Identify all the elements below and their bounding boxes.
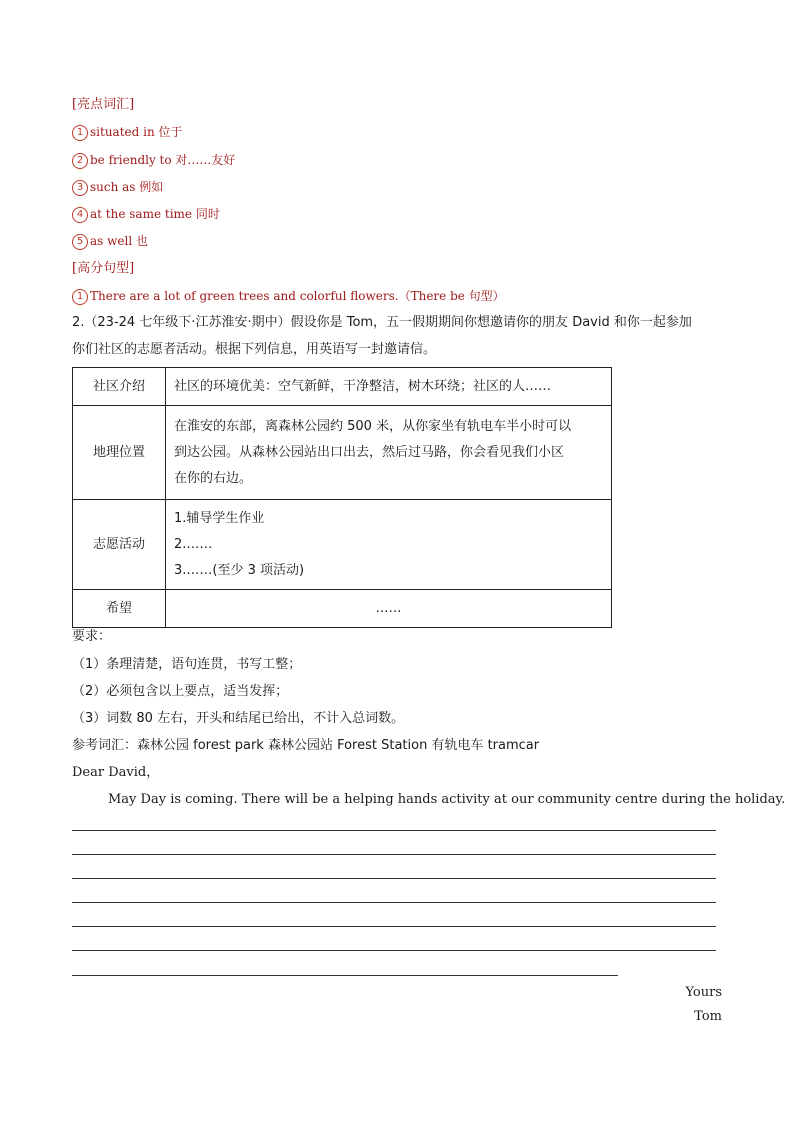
requirement-item: （2）必须包含以上要点，适当发挥；: [72, 684, 289, 699]
table-row: [73, 406, 612, 500]
row-line: 2.……: [174, 536, 213, 552]
letter-greeting: Dear David，: [72, 765, 160, 780]
answer-line[interactable]: [72, 830, 716, 831]
vocab-item: [72, 205, 220, 224]
row-label: 社区介绍: [73, 368, 166, 406]
circled-number-2: 2: [72, 153, 88, 169]
table-row: [73, 368, 612, 406]
info-table: [72, 367, 612, 628]
vocab-text: such as 例如: [90, 180, 164, 194]
circled-number-5: 5: [72, 234, 88, 250]
vocab-item: [72, 232, 148, 251]
question-line-2: 你们社区的志愿者活动。根据下列信息，用英语写一封邀请信。: [72, 342, 437, 357]
row-line: 社区的环境优美：空气新鲜，干净整洁，树木环绕；社区的人……: [174, 378, 552, 394]
answer-line[interactable]: [72, 975, 618, 976]
answer-line[interactable]: [72, 950, 716, 951]
row-line: 3.……(至少 3 项活动): [174, 562, 305, 578]
letter-opening: May Day is coming. There will be a helping hands activity at our community centre during the holiday.: [108, 792, 786, 807]
vocab-text: as well 也: [90, 234, 148, 248]
highlight-vocab-heading: [亮点词汇]: [72, 97, 135, 112]
row-content: [166, 368, 612, 406]
vocab-text: at the same time 同时: [90, 207, 220, 221]
letter-signature: Tom: [694, 1009, 722, 1024]
question-line-1: 2.（23-24 七年级下·江苏淮安·期中）假设你是 Tom，五一假期期间你想邀请你的朋友 David 和你一起参加: [72, 315, 692, 330]
circled-number-4: 4: [72, 207, 88, 223]
reference-vocab: 参考词汇：森林公园 forest park 森林公园站 Forest Station 有轨电车 tramcar: [72, 738, 540, 753]
row-content: [166, 500, 612, 590]
row-content: [166, 406, 612, 500]
vocab-text: be friendly to 对……友好: [90, 153, 236, 167]
requirement-item: （3）词数 80 左右，开头和结尾已给出，不计入总词数。: [72, 711, 405, 726]
requirement-item: （1）条理清楚，语句连贯，书写工整；: [72, 657, 302, 672]
row-content: [166, 590, 612, 628]
vocab-item: [72, 123, 183, 142]
answer-line[interactable]: [72, 878, 716, 879]
letter-closing: Yours: [685, 985, 722, 1000]
row-line: 到达公园。从森林公园站出口出去，然后过马路，你会看见我们小区: [174, 444, 565, 460]
vocab-item: [72, 178, 163, 197]
row-label: 志愿活动: [73, 500, 166, 590]
vocab-item: [72, 151, 235, 170]
table-row: [73, 500, 612, 590]
circled-number-1: 1: [72, 289, 88, 305]
answer-line[interactable]: [72, 902, 716, 903]
row-line: ……: [375, 600, 402, 616]
vocab-text: situated in 位于: [90, 125, 183, 139]
circled-number-3: 3: [72, 180, 88, 196]
row-label: 地理位置: [73, 406, 166, 500]
answer-line[interactable]: [72, 926, 716, 927]
high-score-sentences-heading: [高分句型]: [72, 261, 135, 276]
row-line: 1.辅导学生作业: [174, 510, 265, 526]
row-label: 希望: [73, 590, 166, 628]
sentence-item: [72, 287, 505, 306]
row-line: 在你的右边。: [174, 470, 253, 486]
circled-number-1: 1: [72, 125, 88, 141]
sentence-text: There are a lot of green trees and colorful flowers.（There be 句型）: [90, 289, 505, 303]
table-row: [73, 590, 612, 628]
requirements-heading: 要求：: [72, 629, 112, 644]
row-line: 在淮安的东部，离森林公园约 500 米，从你家坐有轨电车半小时可以: [174, 418, 572, 434]
answer-line[interactable]: [72, 854, 716, 855]
